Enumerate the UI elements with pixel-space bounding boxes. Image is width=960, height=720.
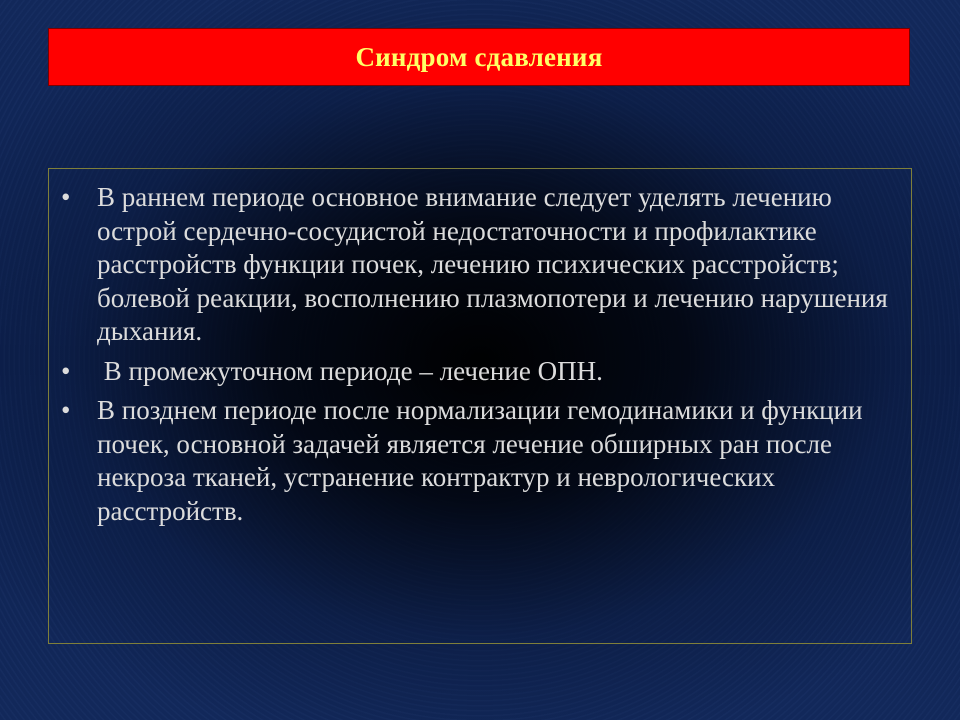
slide-title: Синдром сдавления <box>355 41 603 72</box>
bullet-icon: • <box>61 355 71 386</box>
title-bar <box>48 28 910 86</box>
bullet-item-early-period <box>61 181 891 349</box>
bullet-text: В раннем периоде основное внимание следует уделять лечению острой сердечно-сосудистой недостаточности и профилактике расстройств функции почек, лечению психических расстройств; болевой реакции, восполнению плазмопотери и лечению нарушения дыхания. <box>97 182 888 346</box>
content-box <box>48 168 912 644</box>
bullet-text: В позднем периоде после нормализации гемодинамики и функции почек, основной задачей является лечение обширных ран после некроза тканей, устранение контрактур и неврологических расстройств. <box>97 395 863 526</box>
bullet-icon: • <box>61 395 71 425</box>
bullet-item-late-period <box>61 394 891 528</box>
bullet-icon: • <box>61 182 71 212</box>
bullet-list <box>61 181 891 528</box>
bullet-text: В промежуточном периоде – лечение ОПН. <box>97 355 603 386</box>
bullet-item-intermediate-period <box>61 355 891 389</box>
